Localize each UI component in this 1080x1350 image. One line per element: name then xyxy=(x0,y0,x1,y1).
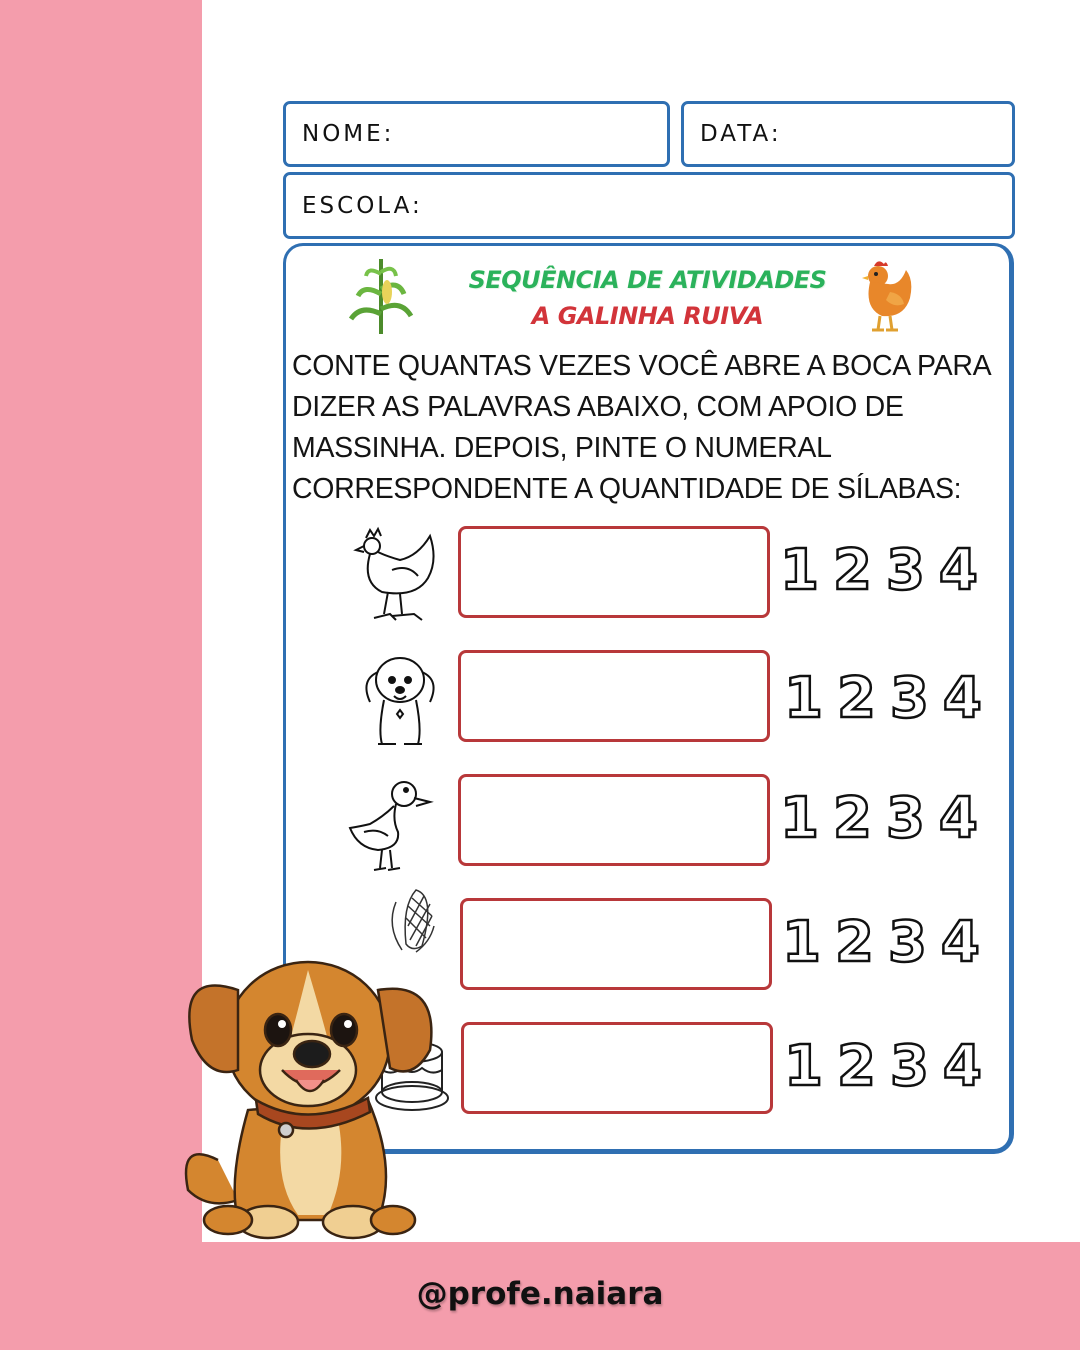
number-option[interactable]: 2 xyxy=(834,910,874,975)
number-option[interactable]: 4 xyxy=(942,1034,982,1099)
number-option[interactable]: 2 xyxy=(836,1034,876,1099)
number-option[interactable]: 1 xyxy=(780,786,819,851)
hen-icon xyxy=(856,256,918,334)
answer-box[interactable] xyxy=(460,898,772,990)
worksheet-subtitle: A GALINHA RUIVA xyxy=(531,302,764,330)
name-label: NOME: xyxy=(302,121,395,147)
number-option[interactable]: 2 xyxy=(832,538,872,603)
syllable-row xyxy=(286,650,1009,750)
date-label: DATA: xyxy=(700,121,782,147)
cartoon-dog-icon xyxy=(178,930,448,1245)
syllable-row xyxy=(286,774,1009,874)
answer-box[interactable] xyxy=(458,650,770,742)
hen-outline-icon xyxy=(352,526,448,626)
number-option[interactable]: 3 xyxy=(889,1034,929,1099)
author-handle: @profe.naiara xyxy=(416,1276,664,1312)
number-option[interactable]: 4 xyxy=(940,910,980,975)
puppy-outline-icon xyxy=(352,650,448,750)
number-option[interactable]: 1 xyxy=(780,538,819,603)
number-option[interactable]: 2 xyxy=(836,666,876,731)
number-option[interactable]: 1 xyxy=(784,1034,823,1099)
school-label: ESCOLA: xyxy=(302,192,423,219)
answer-box[interactable] xyxy=(461,1022,773,1114)
answer-box[interactable] xyxy=(458,526,770,618)
instructions-text: CONTE QUANTAS VEZES VOCÊ ABRE A BOCA PARA DIZER AS PALAVRAS ABAIXO, COM APOIO DE MASSINHA. DEPOIS, PINTE O NUMERAL CORRESPONDENTE A QUANTIDADE DE SÍLABAS: xyxy=(292,350,990,505)
name-field[interactable] xyxy=(283,101,670,167)
answer-box[interactable] xyxy=(458,774,770,866)
number-option[interactable]: 3 xyxy=(889,666,929,731)
syllable-row xyxy=(286,526,1009,626)
number-option[interactable]: 4 xyxy=(938,538,978,603)
date-field[interactable] xyxy=(681,101,1015,167)
number-choices xyxy=(782,908,980,978)
number-option[interactable]: 3 xyxy=(887,910,927,975)
number-option[interactable]: 2 xyxy=(832,786,872,851)
number-option[interactable]: 1 xyxy=(782,910,821,975)
number-choices xyxy=(780,536,978,606)
worksheet-title: SEQUÊNCIA DE ATIVIDADES xyxy=(468,266,827,294)
number-option[interactable]: 3 xyxy=(885,538,925,603)
duck-outline-icon xyxy=(344,776,440,876)
number-option[interactable]: 3 xyxy=(885,786,925,851)
number-choices xyxy=(784,664,982,734)
number-choices xyxy=(780,784,978,854)
number-option[interactable]: 4 xyxy=(938,786,978,851)
number-option[interactable]: 1 xyxy=(784,666,823,731)
school-field[interactable] xyxy=(283,172,1015,239)
number-option[interactable]: 4 xyxy=(942,666,982,731)
number-choices xyxy=(784,1032,982,1102)
